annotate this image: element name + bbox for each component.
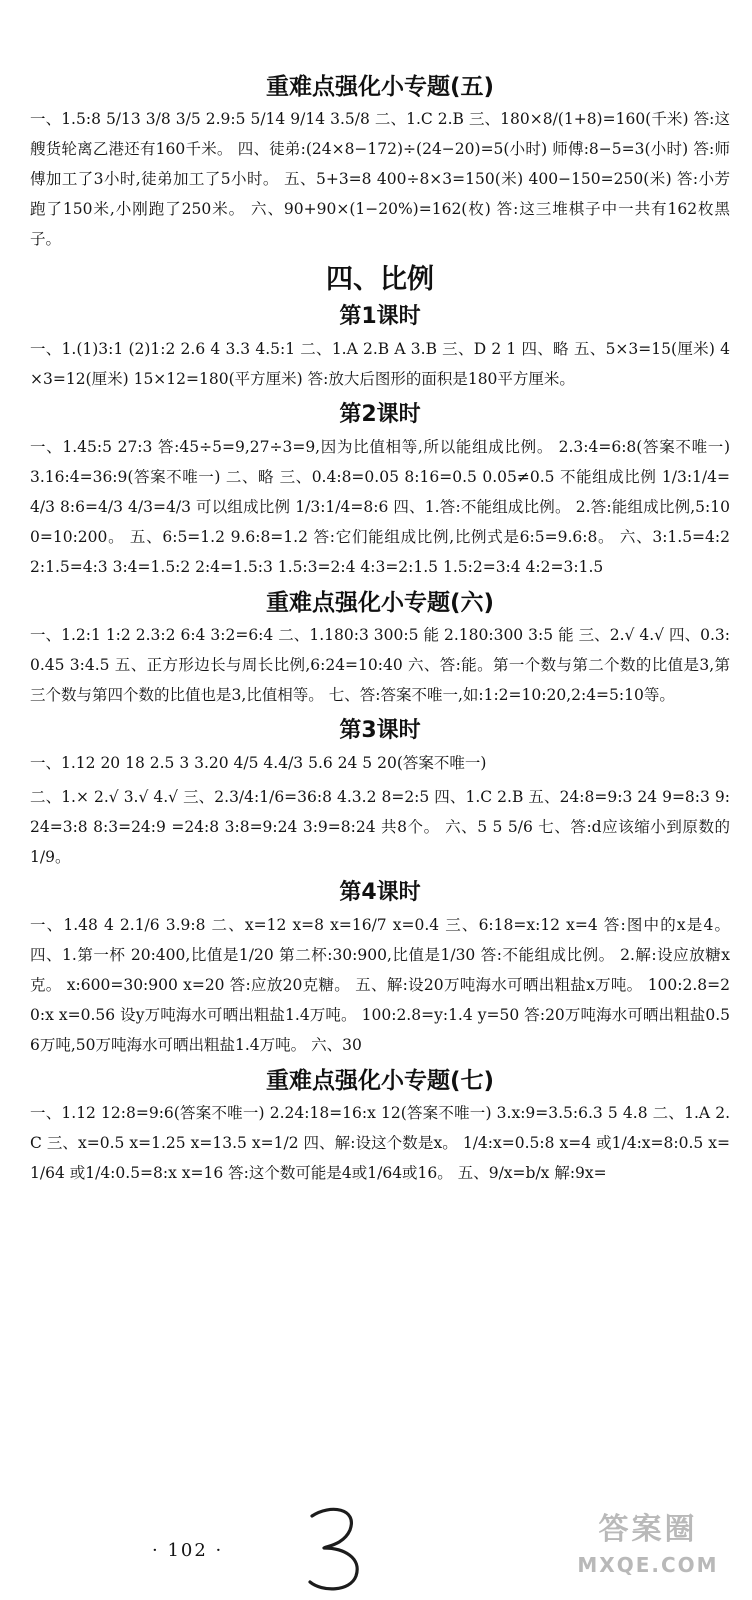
lesson-heading: 第2课时 [339, 402, 421, 427]
answer-paragraph: 二、1.× 2.√ 3.√ 4.√ 三、2.3/4:1/6=36:8 4.3.2 8=2:5 四、1.C 2.B 五、24:8=9:3 24 9=8:3 9:24=3:8 8:3=24:9 =24:8 3:8=9:24 3:9=8:24 共8个。 六、5 5 5/6 七、答:d应该缩小到原数的1/9。 [30, 788, 730, 866]
answer-paragraph: 一、1.(1)3:1 (2)1:2 2.6 4 3.3 4.5:1 二、1.A 2.B A 3.B 三、D 2 1 四、略 五、5×3=15(厘米) 4×3=12(厘米) 15×12=180(平方厘米) 答:放大后图形的面积是180平方厘米。 [30, 340, 730, 388]
topic-heading: 重难点强化小专题(七) [265, 1068, 495, 1094]
chapter-heading: 四、比例 [326, 264, 434, 295]
watermark-logo [556, 1508, 740, 1592]
answer-page [30, 70, 730, 1192]
topic-heading: 重难点强化小专题(六) [265, 590, 495, 616]
answer-paragraph: 一、1.12 20 18 2.5 3 3.20 4/5 4.4/3 5.6 24 5 20(答案不唯一) [30, 754, 487, 772]
answer-paragraph: 一、1.12 12:8=9:6(答案不唯一) 2.24:18=16:x 12(答案不唯一) 3.x:9=3.5:6.3 5 4.8 二、1.A 2.C 三、x=0.5 x=1.25 x=13.5 x=1/2 四、解:设这个数是x。 1/4:x=0.5:8 x=4 或1/4:x=8:0.5 x=1/64 或1/4:0.5=8:x x=16 答:这个数可能是4或1/64或16。 五、9/x=b/x 解:9x= [30, 1104, 730, 1182]
answer-paragraph: 一、1.45:5 27:3 答:45÷5=9,27÷3=9,因为比值相等,所以能组成比例。 2.3:4=6:8(答案不唯一) 3.16:4=36:9(答案不唯一) 二、略 三、0.4:8=0.05 8:16=0.5 0.05≠0.5 不能组成比例 1/3:1/4=4/3 8:6=4/3 4/3=4/3 可以组成比例 1/3:1/4=8:6 四、1.答:不能组成比例。 2.答:能组成比例,5:100=10:200。 五、6:5=1.2 9.6:8=1.2 答:它们能组成比例,比例式是6:5=9.6:8。 六、3:1.5=4:2 2:1.5=4:3 3:4=1.5:2 2:4=1.5:3 1.5:3=2:4 4:3=2:1.5 1.5:2=3:4 4:2=3:1.5 [30, 438, 730, 576]
watermark-line2: MXQE.COM [577, 1553, 719, 1577]
watermark-line1: 答案圈 [598, 1512, 698, 1547]
lesson-heading: 第4课时 [339, 880, 421, 905]
answer-paragraph: 一、1.2:1 1:2 2.3:2 6:4 3:2=6:4 二、1.180:3 300:5 能 2.180:300 3:5 能 三、2.√ 4.√ 四、0.3:0.45 3:4.5 五、正方形边长与周长比例,6:24=10:40 六、答:能。第一个数与第二个数的比值是3,第三个数与第四个数的比值也是3,比值相等。 七、答:答案不唯一,如:1:2=10:20,2:4=5:10等。 [30, 626, 730, 704]
answer-paragraph: 一、1.5:8 5/13 3/8 3/5 2.9:5 5/14 9/14 3.5/8 二、1.C 2.B 三、180×8/(1+8)=160(千米) 答:这艘货轮离乙港还有160千米。 四、徒弟:(24×8−172)÷(24−20)=5(小时) 师傅:8−5=3(小时) 答:师傅加工了3小时,徒弟加工了5小时。 五、5+3=8 400÷8×3=150(米) 400−150=250(米) 答:小芳跑了150米,小刚跑了250米。 六、90+90×(1−20%)=162(枚) 答:这三堆棋子中一共有162枚黑子。 [30, 110, 730, 248]
lesson-heading: 第3课时 [339, 718, 421, 743]
topic-heading: 重难点强化小专题(五) [265, 74, 495, 100]
lesson-heading: 第1课时 [339, 304, 421, 329]
page-number: · 102 · [152, 1540, 224, 1561]
handwritten-mark [300, 1500, 370, 1600]
answer-paragraph: 一、1.48 4 2.1/6 3.9:8 二、x=12 x=8 x=16/7 x=0.4 三、6:18=x:12 x=4 答:图中的x是4。 四、1.第一杯 20:400,比值是1/20 第二杯:30:900,比值是1/30 答:不能组成比例。 2.解:设应放糖x克。 x:600=30:900 x=20 答:应放20克糖。 五、解:设20万吨海水可晒出粗盐x万吨。 100:2.8=20:x x=0.56 设y万吨海水可晒出粗盐1.4万吨。 100:2.8=y:1.4 y=50 答:20万吨海水可晒出粗盐0.56万吨,50万吨海水可晒出粗盐1.4万吨。 六、30 [30, 916, 730, 1054]
